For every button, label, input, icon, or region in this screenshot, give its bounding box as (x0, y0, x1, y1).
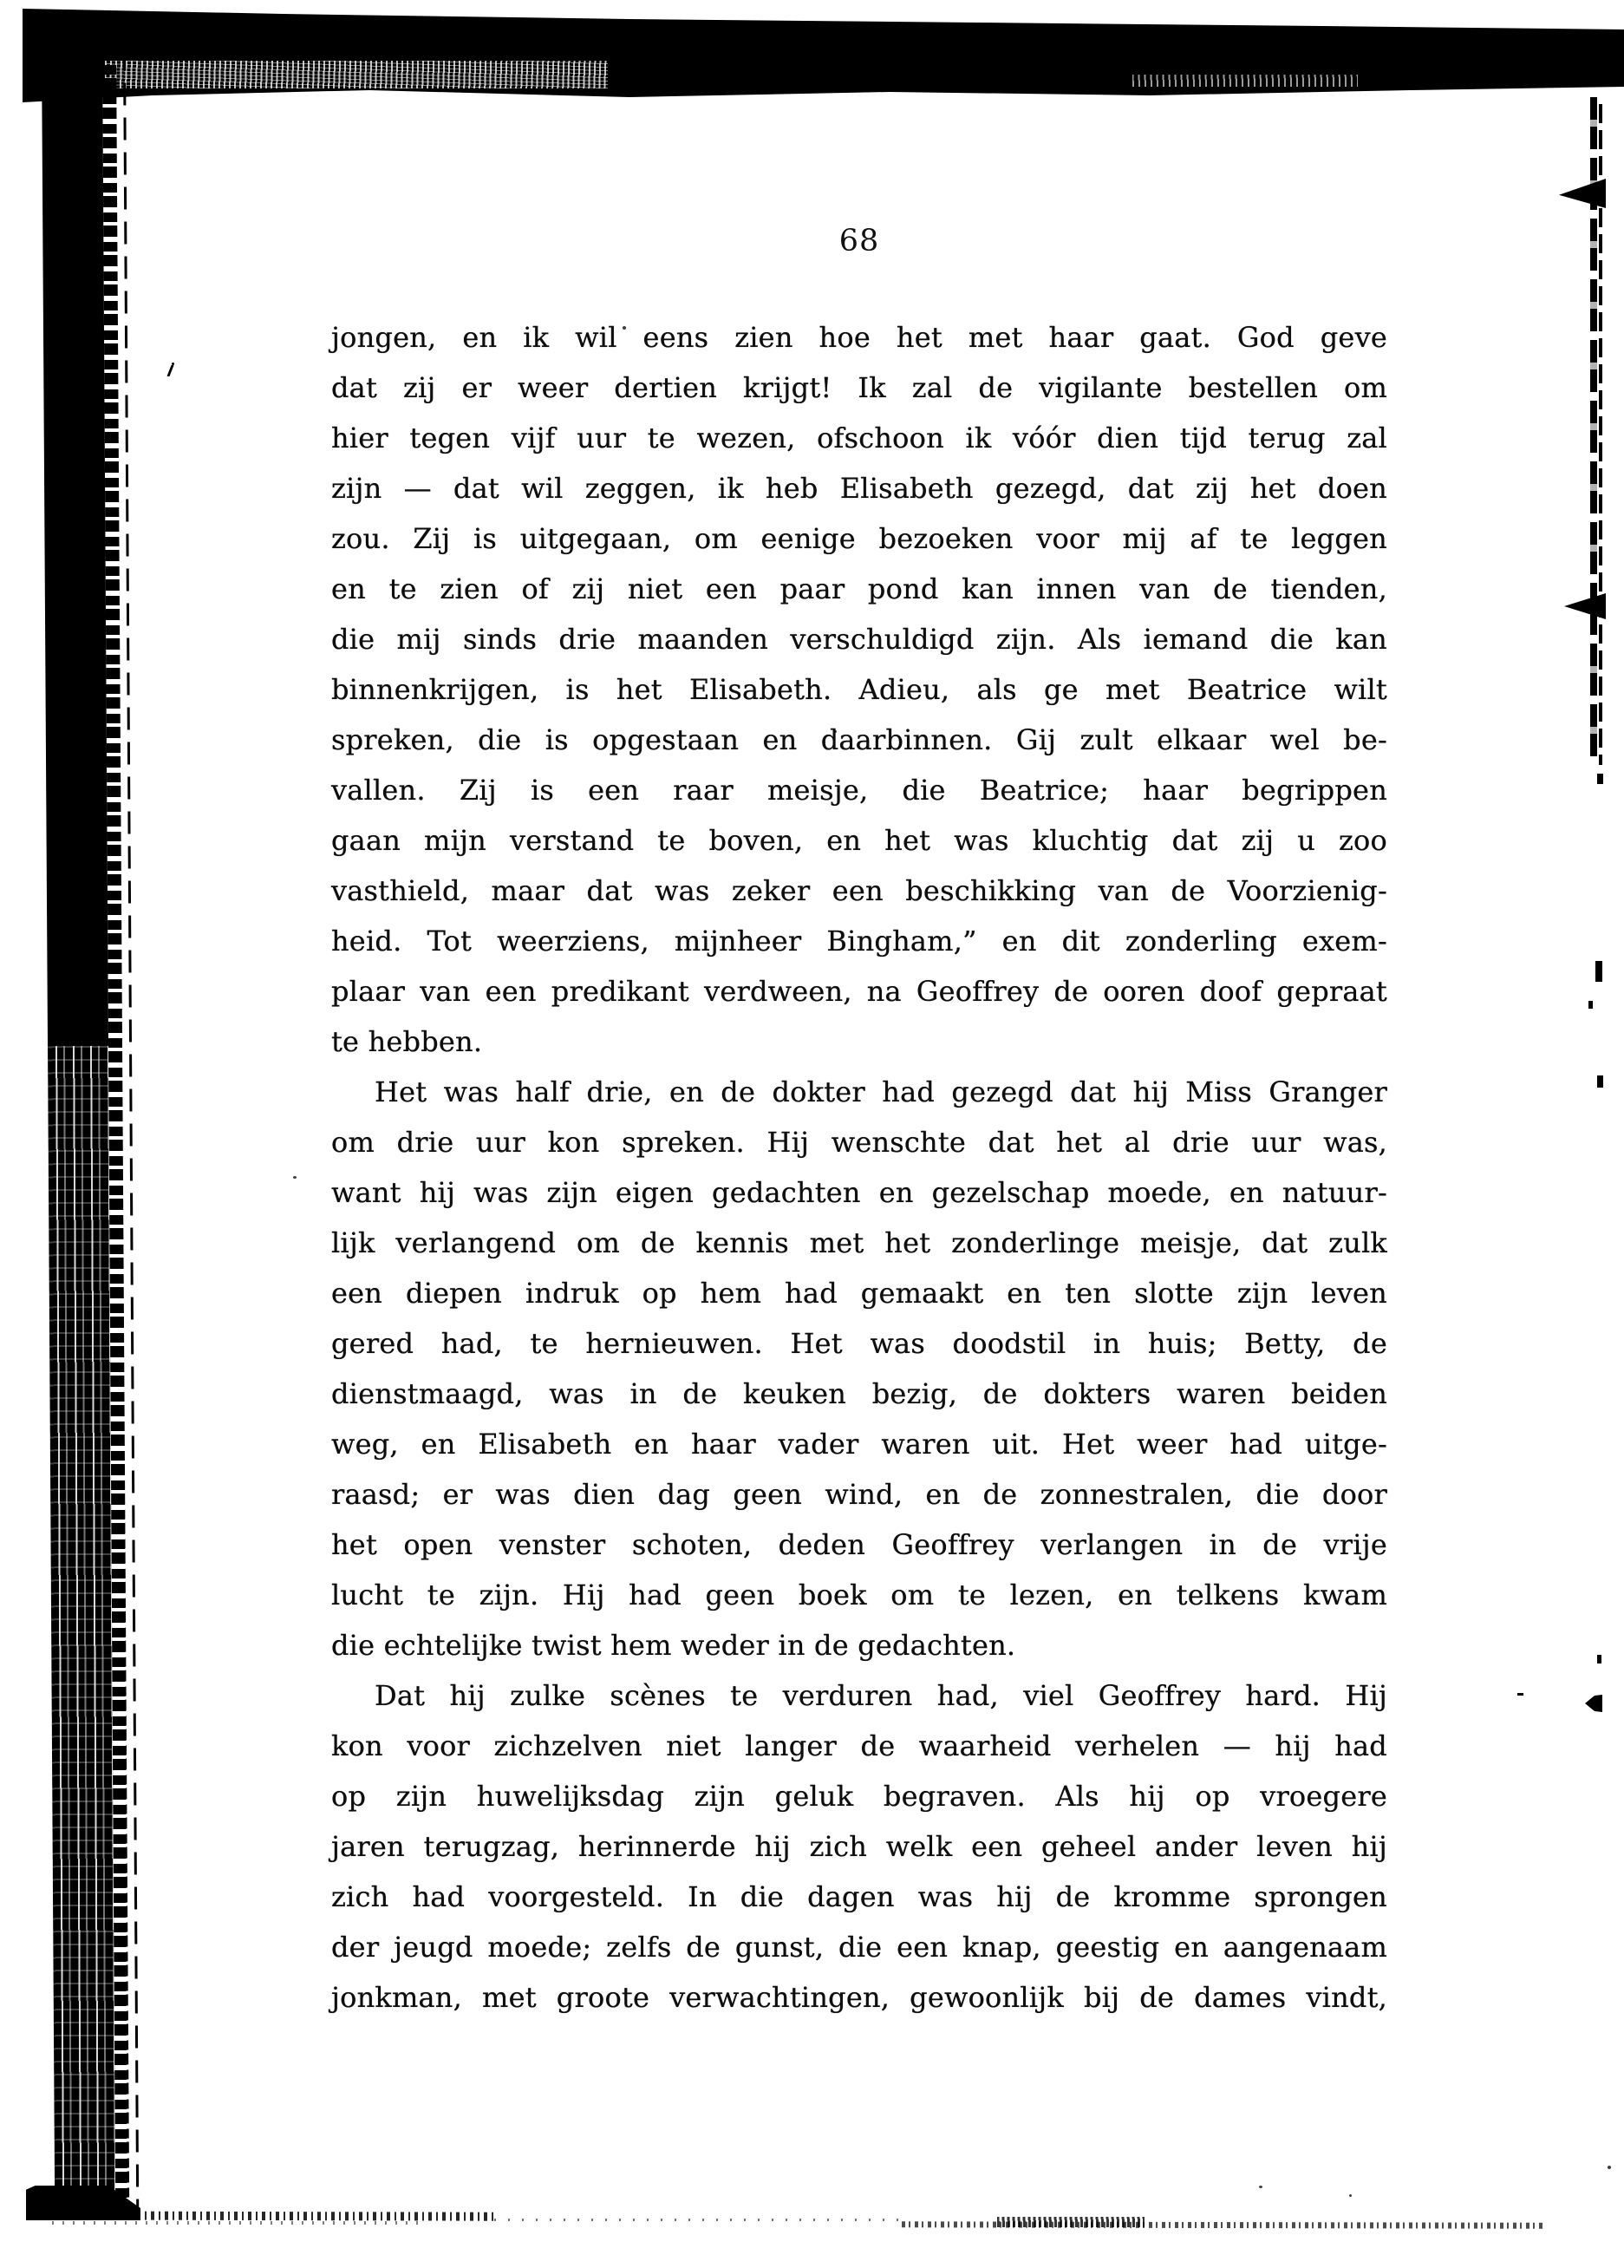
text-line: jongen, en ik wil eens zien hoe het met haar gaat. God geve (331, 321, 1387, 354)
scan-ink-speck (1259, 2186, 1262, 2188)
text-line: op zijn huwelijksdag zijn geluk begraven. Als hij op vroegere (331, 1780, 1387, 1813)
scan-ink-speck (1608, 2166, 1611, 2169)
scan-ink-dash (1588, 1001, 1593, 1009)
text-line: jonkman, met groote verwachtingen, gewoonlijk bij de dames vindt, (331, 1981, 1387, 2014)
scan-ink-dash (1595, 961, 1602, 982)
scan-ink-dash (1597, 1655, 1601, 1663)
text-line: binnenkrijgen, is het Elisabeth. Adieu, als ge met Beatrice wilt (331, 673, 1387, 706)
scan-ink-speck (166, 363, 175, 377)
scan-artifact-bottom-speckle (52, 2221, 425, 2225)
text-line: raasd; er was dien dag geen wind, en de zonnestralen, die door (331, 1478, 1387, 1511)
text-line: Het was half drie, en de dokter had gezegd dat hij Miss Granger (375, 1075, 1387, 1108)
text-line: om drie uur kon spreken. Hij wenschte dat het al drie uur was, (331, 1126, 1387, 1159)
text-line: zich had voorgesteld. In die dagen was hij de kromme sprongen (331, 1880, 1387, 1913)
text-line: en te zien of zij niet een paar pond kan innen van de tienden, (331, 572, 1387, 605)
text-line: hier tegen vijf uur te wezen, ofschoon ik vóór dien tijd terug zal (331, 422, 1387, 454)
scan-artifact-bottom-speckle (26, 2211, 494, 2220)
text-line: die mij sinds drie maanden verschuldigd zijn. Als iemand die kan (331, 623, 1387, 656)
text-line: Dat hij zulke scènes te verduren had, viel Geoffrey hard. Hij (375, 1679, 1387, 1712)
spine-shadow-streaks (48, 1046, 115, 2217)
scan-ink-dash (1597, 774, 1603, 784)
scan-ink-blot (1559, 179, 1606, 208)
text-line: gaan mijn verstand te boven, en het was kluchtig dat zij u zoo (331, 824, 1387, 857)
scan-artifact-spine-shadow (36, 49, 147, 2218)
text-line: lucht te zijn. Hij had geen boek om te lezen, en telkens kwam (331, 1578, 1387, 1611)
text-line: die echtelijke twist hem weder in de gedachten. (331, 1629, 1016, 1662)
scan-ink-dash (1517, 1693, 1523, 1696)
text-line: zou. Zij is uitgegaan, om eenige bezoeken voor mij af te leggen (331, 522, 1387, 555)
text-line: plaar van een predikant verdween, na Geoffrey de ooren doof gepraat (331, 975, 1387, 1008)
scan-artifact-bottom-speckle (494, 2219, 902, 2221)
text-line: lijk verlangend om de kennis met het zonderlinge meisje, dat zulk (331, 1226, 1387, 1259)
text-line: kon voor zichzelven niet langer de waarheid verhelen — hij had (331, 1729, 1387, 1762)
scan-artifact-bottom-speckle (997, 2217, 1145, 2227)
scan-ink-dash (1597, 1075, 1603, 1088)
scan-ink-speck (293, 1176, 297, 1179)
text-line: vallen. Zij is een raar meisje, die Beatrice; haar begrippen (331, 774, 1387, 807)
text-line: zijn — dat wil zeggen, ik heb Elisabeth gezegd, dat zij het doen (331, 472, 1387, 505)
text-line: gered had, te hernieuwen. Het was doodstil in huis; Betty, de (331, 1327, 1387, 1360)
text-line: een diepen indruk op hem had gemaakt en ten slotte zijn leven (331, 1277, 1387, 1310)
scan-ink-blot (1585, 1695, 1602, 1712)
text-line: dat zij er weer dertien krijgt! Ik zal de vigilante bestellen om (331, 371, 1387, 404)
text-line: te hebben. (331, 1025, 483, 1058)
text-line: dienstmaagd, was in de keuken bezig, de dokters waren beiden (331, 1377, 1387, 1410)
body-text (331, 312, 1387, 2023)
text-line: want hij was zijn eigen gedachten en gezelschap moede, en natuur- (331, 1176, 1387, 1209)
text-line: vasthield, maar dat was zeker een beschikking van de Voorzienig- (331, 874, 1387, 907)
text-line: der jeugd moede; zelfs de gunst, die een knap, geestig en aangenaam (331, 1931, 1387, 1964)
scan-noise-texture (1132, 75, 1358, 87)
text-line: jaren terugzag, herinnerde hij zich welk een geheel ander leven hij (331, 1830, 1387, 1863)
page-number: 68 (838, 224, 880, 258)
scan-artifact-top-band (23, 0, 1624, 108)
scan-ink-speck (1349, 2194, 1352, 2197)
text-line: het open venster schoten, deden Geoffrey verlangen in de vrije (331, 1528, 1387, 1561)
scan-noise-texture (105, 61, 608, 88)
text-line: weg, en Elisabeth en haar vader waren uit. Het weer had uitge- (331, 1428, 1387, 1461)
text-line: heid. Tot weerziens, mijnheer Bingham,” en dit zonderling exem- (331, 925, 1387, 958)
text-line: spreken, die is opgestaan en daarbinnen. Gij zult elkaar wel be- (331, 723, 1387, 756)
